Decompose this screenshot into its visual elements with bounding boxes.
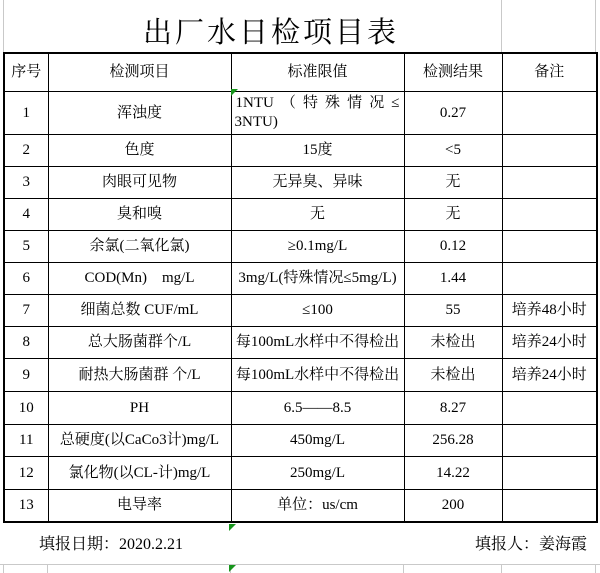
reporter-label: 填报人： [474,536,539,553]
cell-note[interactable] [502,456,597,489]
cell-result[interactable]: 8.27 [404,391,502,424]
cell-limit[interactable]: 250mg/L [231,456,404,489]
column-header-note[interactable]: 备注 [502,53,597,91]
gridline [3,564,4,573]
cell-result[interactable]: 256.28 [404,424,502,456]
cell-index[interactable]: 1 [4,91,48,134]
cell-item[interactable]: 浑浊度 [48,91,231,134]
gridline [595,0,596,52]
reporter-name: 姜海霞 [538,536,587,553]
cell-note[interactable] [502,424,597,456]
cell-limit[interactable]: 450mg/L [231,424,404,456]
cell-result[interactable]: 0.27 [404,91,502,134]
cell-index[interactable]: 13 [4,489,48,522]
reporter[interactable] [475,531,587,554]
cell-limit[interactable]: 无异臭、异味 [231,166,404,198]
cell-index[interactable]: 4 [4,198,48,230]
cell-index[interactable]: 8 [4,326,48,358]
cell-item[interactable]: 余氯(二氧化氯) [48,230,231,262]
column-header-result[interactable]: 检测结果 [404,53,502,91]
cell-note[interactable]: 培养24小时 [502,358,597,391]
report-date-value: 2020.2.21 [119,536,184,553]
column-header-item[interactable]: 检测项目 [48,53,231,91]
table-row [4,456,597,489]
header-row [4,53,597,91]
table-row [4,294,597,326]
cell-index[interactable]: 10 [4,391,48,424]
cell-result[interactable]: <5 [404,134,502,166]
cell-limit[interactable]: 无 [231,198,404,230]
cell-limit[interactable]: ≥0.1mg/L [231,230,404,262]
cell-index[interactable]: 7 [4,294,48,326]
cell-result[interactable]: 未检出 [404,358,502,391]
cell-item[interactable]: COD(Mn) mg/L [48,262,231,294]
column-header-index[interactable]: 序号 [4,53,48,91]
cell-limit[interactable]: 15度 [231,134,404,166]
cell-index[interactable]: 11 [4,424,48,456]
cell-item[interactable]: 耐热大肠菌群 个/L [48,358,231,391]
cell-result[interactable]: 0.12 [404,230,502,262]
table-row [4,326,597,358]
gridline [47,564,48,573]
cell-note[interactable] [502,91,597,134]
table-row [4,166,597,198]
cell-index[interactable]: 5 [4,230,48,262]
cell-note[interactable] [502,230,597,262]
cell-item[interactable]: 细菌总数 CUF/mL [48,294,231,326]
cell-note[interactable]: 培养24小时 [502,326,597,358]
cell-result[interactable]: 55 [404,294,502,326]
table-row [4,489,597,522]
inspection-table [3,52,598,523]
cell-item[interactable]: 肉眼可见物 [48,166,231,198]
cell-result[interactable]: 1.44 [404,262,502,294]
cell-note[interactable] [502,489,597,522]
limit-line: 3NTU) [234,114,278,130]
report-date-label: 填报日期： [39,536,120,553]
cell-item[interactable]: 电导率 [48,489,231,522]
report-date[interactable] [39,531,183,554]
cell-limit[interactable]: 每100mL水样中不得检出 [231,358,404,391]
cell-item[interactable]: 氯化物(以CL-计)mg/L [48,456,231,489]
gridline [403,564,404,573]
table-row [4,358,597,391]
cell-limit[interactable]: ≤100 [231,294,404,326]
table-row [4,198,597,230]
table-row [4,134,597,166]
cell-result[interactable]: 14.22 [404,456,502,489]
cell-item[interactable]: 总硬度(以CaCo3计)mg/L [48,424,231,456]
table-row [4,91,597,134]
cell-limit[interactable]: 3mg/L(特殊情况≤5mg/L) [231,262,404,294]
gridline [595,564,596,573]
cell-note[interactable] [502,391,597,424]
cell-note[interactable] [502,262,597,294]
column-header-limit[interactable]: 标准限值 [231,53,404,91]
cell-result[interactable]: 未检出 [404,326,502,358]
cell-item[interactable]: 臭和嗅 [48,198,231,230]
cell-note[interactable] [502,198,597,230]
table-row [4,391,597,424]
cell-limit[interactable] [231,91,404,134]
table-row [4,424,597,456]
footer-row [3,521,596,564]
cell-result[interactable]: 无 [404,166,502,198]
cell-index[interactable]: 3 [4,166,48,198]
cell-index[interactable]: 9 [4,358,48,391]
gridline [0,564,600,565]
cell-result[interactable]: 200 [404,489,502,522]
table-row [4,262,597,294]
page-title: 出厂水日检项目表 [142,16,399,49]
table-row [4,230,597,262]
cell-limit[interactable]: 单位：us/cm [231,489,404,522]
cell-index[interactable]: 12 [4,456,48,489]
gridline [501,564,502,573]
cell-error-indicator-icon [231,89,238,96]
cell-index[interactable]: 2 [4,134,48,166]
limit-line: 1NTU（特殊情况≤ [235,95,400,111]
cell-item[interactable]: 总大肠菌群个/L [48,326,231,358]
cell-error-indicator-icon [229,565,236,572]
cell-limit[interactable]: 每100mL水样中不得检出 [231,326,404,358]
cell-result[interactable]: 无 [404,198,502,230]
cell-limit[interactable]: 6.5——8.5 [231,391,404,424]
cell-note[interactable] [502,166,597,198]
cell-note[interactable]: 培养48小时 [502,294,597,326]
cell-item[interactable]: PH [48,391,231,424]
cell-item[interactable]: 色度 [48,134,231,166]
cell-index[interactable]: 6 [4,262,48,294]
cell-note[interactable] [502,134,597,166]
